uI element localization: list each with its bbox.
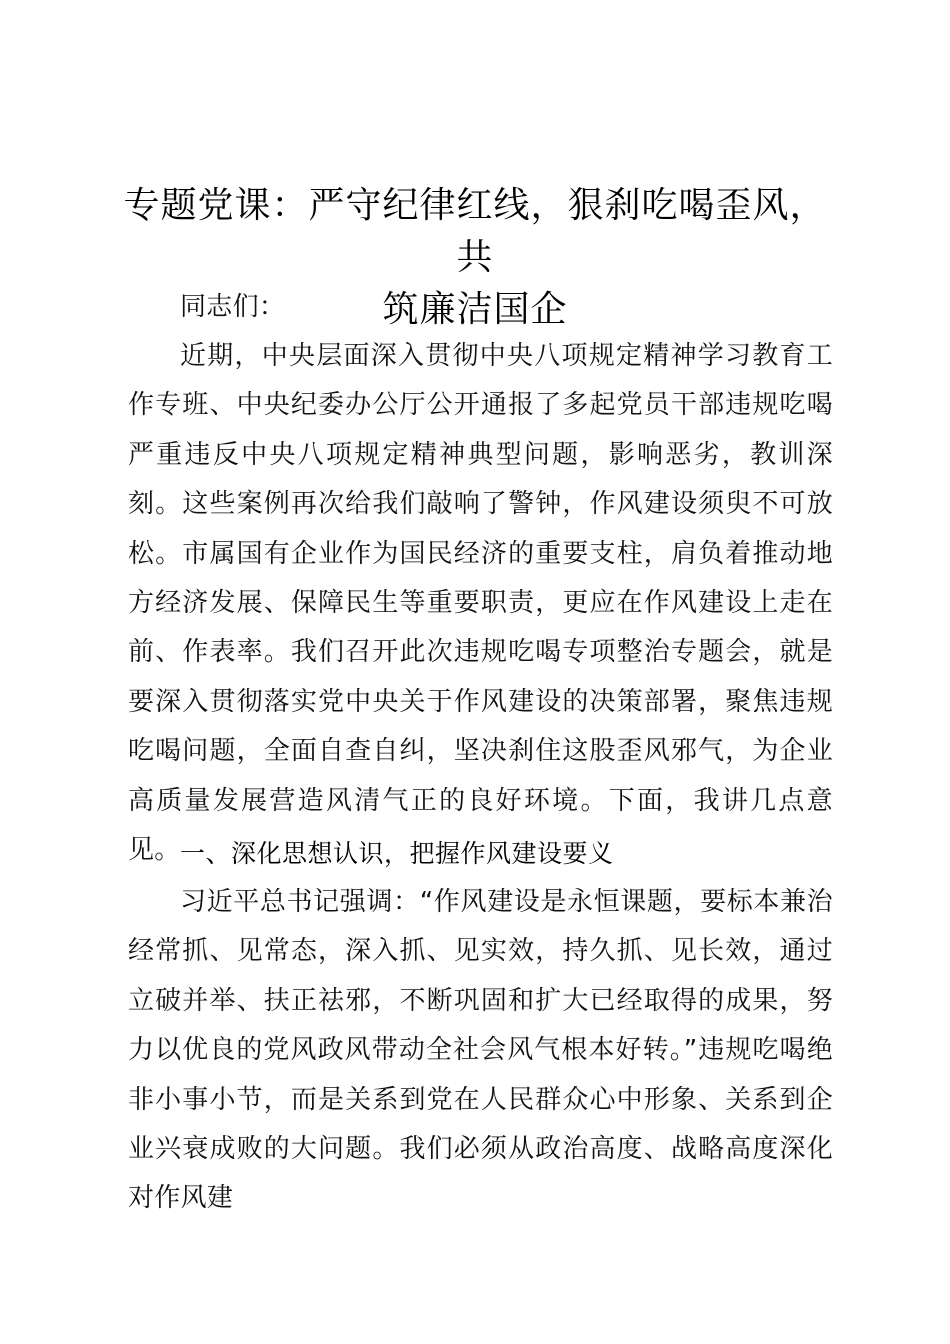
title-line-1: 专题党课：严守纪律红线，狠刹吃喝歪风，共 (123, 185, 827, 278)
title-line-2: 筑廉洁国企 (382, 289, 568, 330)
section-heading-1: 一、深化思想认识，把握作风建设要义 (180, 839, 614, 868)
greeting: 同志们： (180, 292, 286, 322)
paragraph-intro: 近期，中央层面深入贯彻中央八项规定精神学习教育工作专班、中央纪委办公厅公开通报了多起党员干部违规吃喝严重违反中央八项规定精神典型问题，影响恶劣，教训深刻。这些案例再次给我们敲响了警钟，作风建设须臾不可放松。市属国有企业作为国民经济的重要支柱，肩负着推动地方经济发展、保障民生等重要职责，更应在作风建设上走在前、作表率。我们召开此次违规吃喝专项整治专题会，就是要深入贯彻落实党中央关于作风建设的决策部署，聚焦违规吃喝问题，全面自查自纠，坚决刹住这股歪风邪气，为企业高质量发展营造风清气正的良好环境。下面，我讲几点意见。 (128, 341, 833, 866)
paragraph-section-1: 习近平总书记强调：“作风建设是永恒课题，要标本兼治经常抓、见常态，深入抓、见实效，持久抓、见长效，通过立破并举、扶正祛邪，不断巩固和扩大已经取得的成果，努力以优良的党风政风带动全社会风气根本好转。”违规吃喝绝非小事小节，而是关系到党在人民群众心中形象、关系到企业兴衰成败的大问题。我们必须从政治高度、战略高度深化对作风建 (128, 887, 833, 1214)
